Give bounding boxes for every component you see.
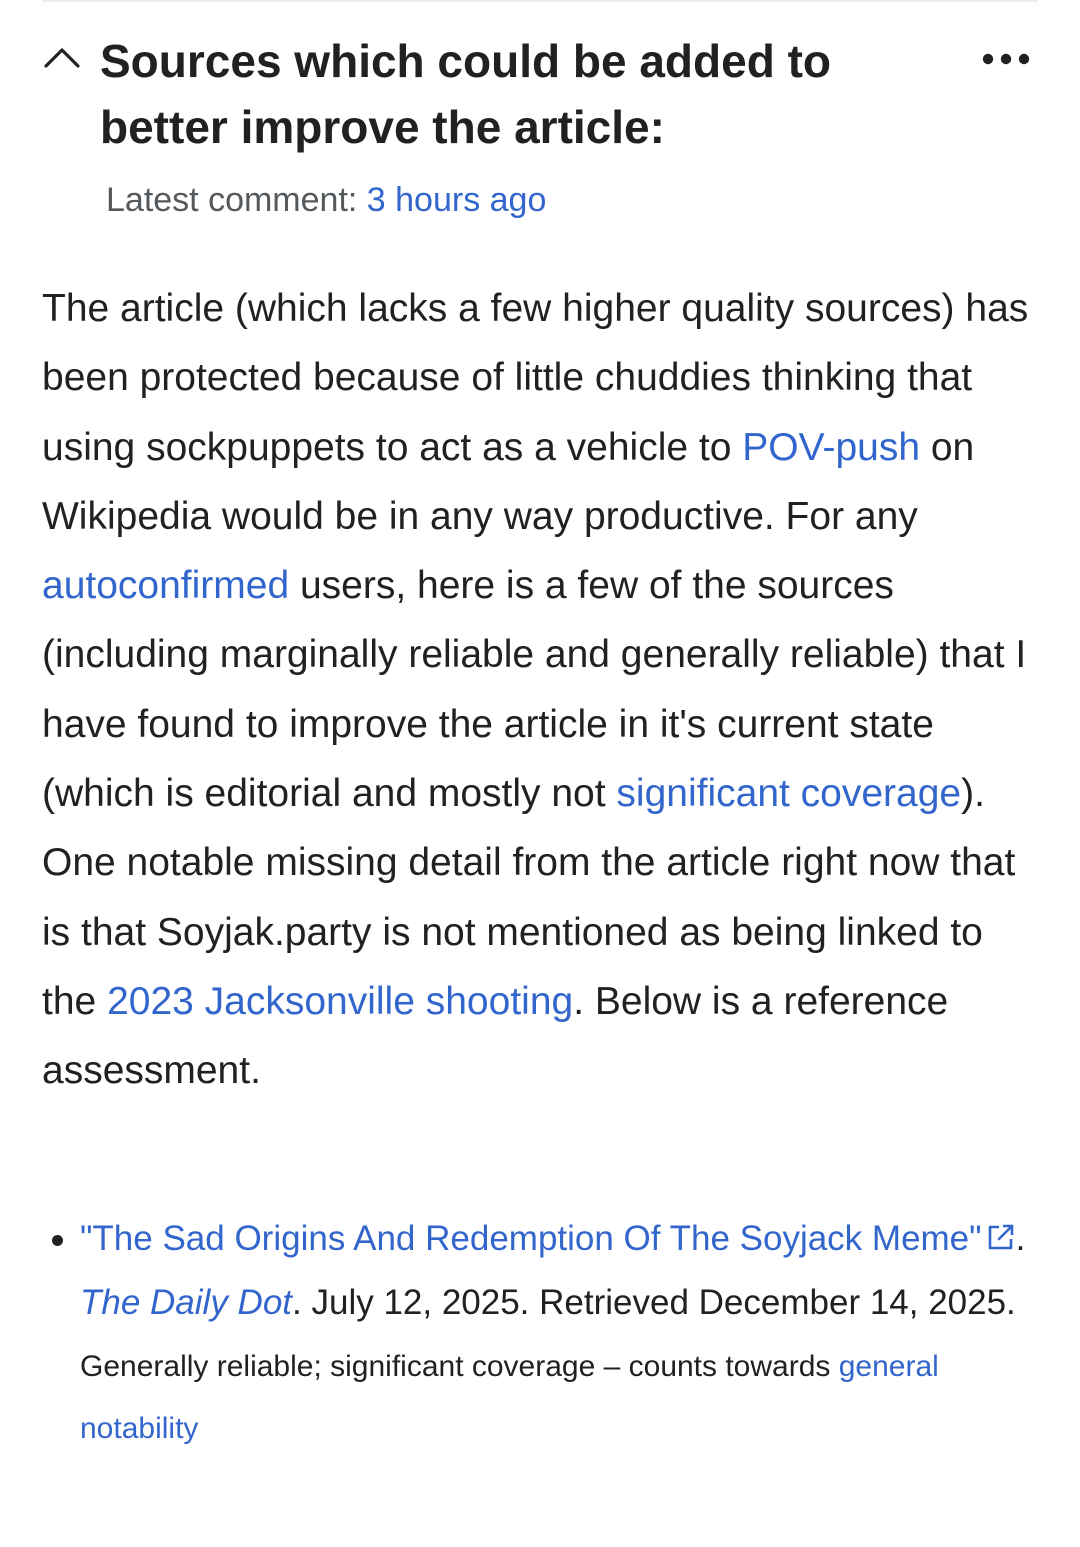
reference-details: . July 12, 2025. Retrieved December 14, 2025.: [292, 1283, 1016, 1322]
more-horizontal-icon[interactable]: [978, 42, 1038, 76]
general-notability-link[interactable]: general notability: [80, 1350, 939, 1445]
reference-item: [42, 1208, 1038, 1460]
reference-assessment: [80, 1336, 1038, 1460]
bullet-icon: [52, 1235, 63, 1246]
comment-text: on Wikipedia would be in any way productive. For any: [42, 425, 975, 538]
pov-push-link[interactable]: POV-push: [742, 425, 921, 469]
reference-separator: .: [1015, 1219, 1026, 1258]
latest-comment-label: Latest comment:: [106, 181, 358, 219]
latest-comment-time-link[interactable]: 3 hours ago: [366, 181, 547, 219]
section-divider: [42, 0, 1038, 2]
comment-body: [42, 274, 1038, 1106]
latest-comment: [106, 178, 546, 222]
comment-text: The article (which lacks a few higher quality sources) has been protected because of little chuddies thinking that using sockpuppets to act as a vehicle to: [42, 287, 1029, 469]
external-link-icon[interactable]: [986, 1210, 1016, 1272]
reference-title-link[interactable]: "The Sad Origins And Redemption Of The Soyjack Meme": [80, 1219, 982, 1258]
assessment-text: Generally reliable; significant coverage – counts towards: [80, 1350, 839, 1383]
jacksonville-shooting-link[interactable]: 2023 Jacksonville shooting: [107, 979, 574, 1023]
comment-text: users, here is a few of the sources (including marginally reliable and generally reliable) that I have found to improve the article in it's current state (which is editorial and mostly not: [42, 564, 1027, 816]
section-title: Sources which could be added to better improve the article:: [100, 35, 831, 153]
comment-text: ). One notable missing detail from the article right now that is that Soyjak.party is not mentioned as being linked to the: [42, 772, 1016, 1023]
chevron-up-icon[interactable]: [42, 42, 84, 72]
reference-list: [42, 1208, 1038, 1460]
autoconfirmed-link[interactable]: autoconfirmed: [42, 564, 290, 608]
significant-coverage-link[interactable]: significant coverage: [616, 772, 962, 816]
comment-text: . Below is a reference assessment.: [42, 979, 949, 1093]
reference-publisher-link[interactable]: The Daily Dot: [80, 1283, 293, 1322]
